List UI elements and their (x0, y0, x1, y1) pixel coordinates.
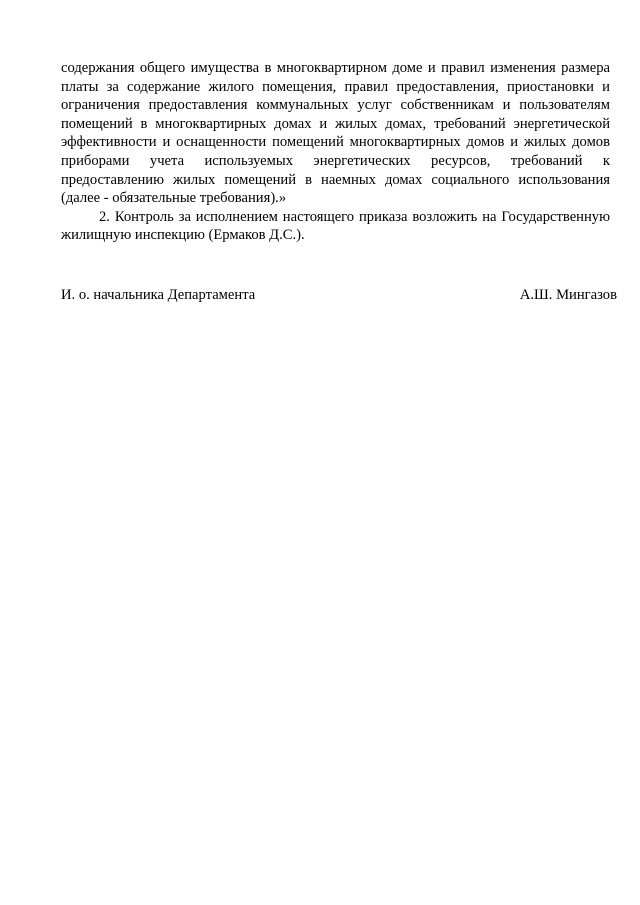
document-body (61, 59, 610, 245)
paragraph-continuation: содержания общего имущества в многоквартирном доме и правил изменения размера платы за содержание жилого помещения, правил предоставления, приостановки и ограничения предоставления коммунальных услуг собственникам и пользователям помещений в многоквартирных домах и жилых домах, требований энергетической эффективности и оснащенности помещений многоквартирных домов и жилых домов приборами учета используемых энергетических ресурсов, требований к предоставлению жилых помещений в наемных домах социального использования (далее - обязательные требования).» (61, 60, 610, 207)
signatory-position: И. о. начальника Департамента (61, 287, 256, 303)
paragraph-2: 2. Контроль за исполнением настоящего приказа возложить на Государственную жилищную инспекцию (Ермаков Д.С.). (61, 208, 610, 244)
signatory-name: А.Ш. Мингазов (519, 287, 617, 303)
signature-block (61, 286, 617, 305)
